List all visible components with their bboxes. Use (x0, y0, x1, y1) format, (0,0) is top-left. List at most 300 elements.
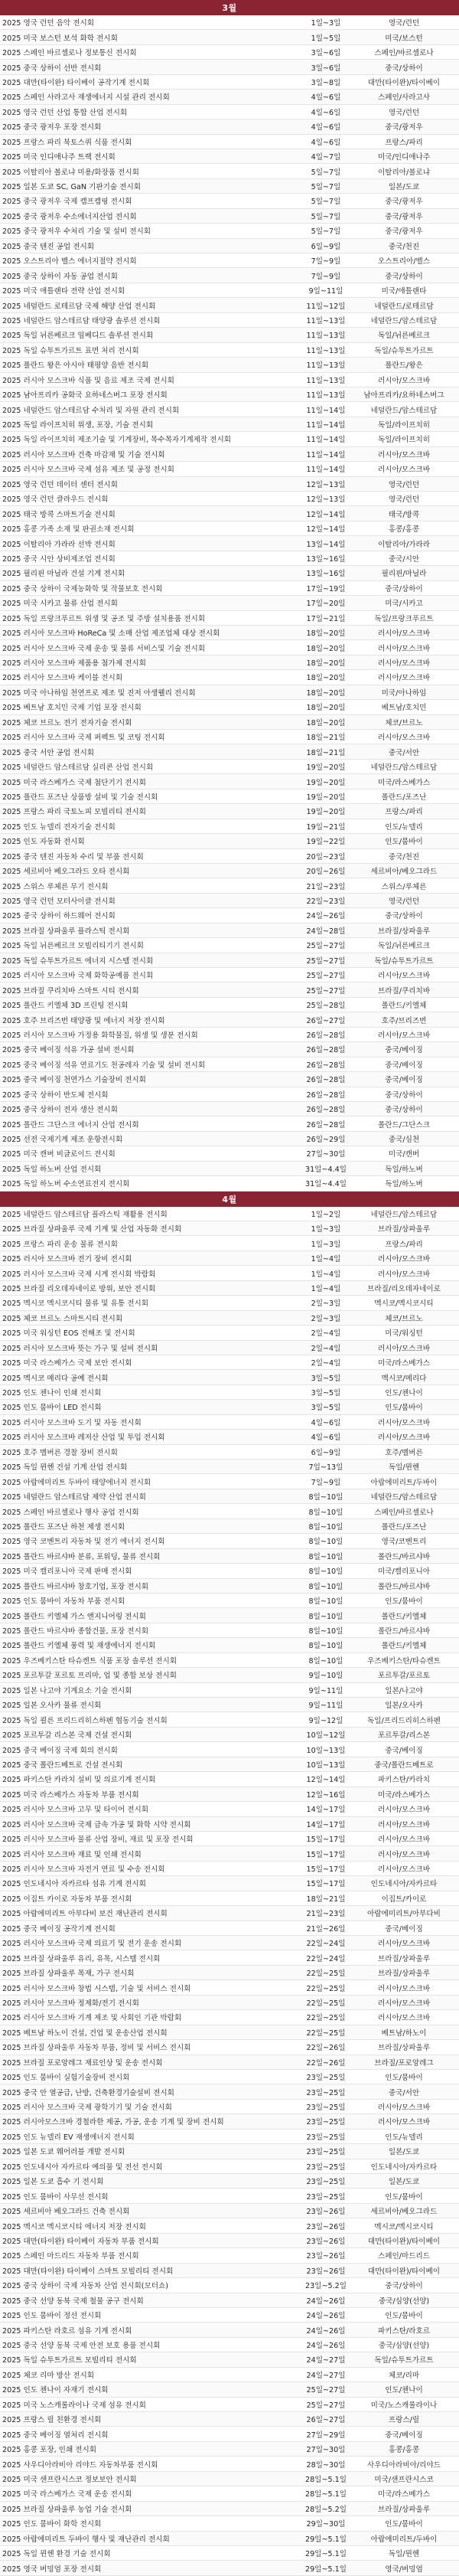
exhibition-row (0, 1817, 459, 1832)
exhibition-row (0, 2040, 459, 2055)
exhibition-location: 프랑스/파리 (385, 1240, 423, 1249)
exhibition-name: 2025 일본 도쿄 흡수 기 전시회 (2, 2178, 104, 2187)
exhibition-row (0, 60, 459, 74)
exhibition-location: 중국/심양(선양) (378, 2342, 430, 2351)
exhibition-location: 중국/상하이 (385, 1106, 423, 1115)
exhibition-dates: 26일~28일 (306, 1046, 346, 1055)
exhibition-name: 2025 중국 시안 상비제조업 전시회 (2, 554, 116, 564)
exhibition-dates: 19일~20일 (306, 808, 346, 817)
exhibition-dates: 19일~20일 (306, 763, 346, 773)
exhibition-name: 2025 태국 방콕 스마트기술 전시회 (2, 510, 116, 519)
exhibition-name: 2025 대만(타이완) 타이베이 스마트 모빌리티 전시회 (2, 2267, 174, 2276)
exhibition-name: 2025 포르투갈 포르토 프리마, 업 및 종합 보상 전시회 (2, 1672, 177, 1681)
exhibition-name: 2025 사우디아라비아 리야드 자동차부품 전시회 (2, 2460, 158, 2470)
exhibition-location: 멕시코/멕시코시티 (374, 2222, 434, 2231)
exhibition-name: 2025 인도네시아 자카르타 예의물 및 전선 전시회 (2, 2162, 163, 2172)
exhibition-location: 러시아/모스크바 (377, 1940, 431, 1949)
exhibition-dates: 1일~2일 (311, 1210, 341, 1219)
exhibition-dates: 6일~9일 (311, 242, 341, 251)
exhibition-location: 브라질/상파울루 (377, 2044, 431, 2053)
exhibition-name: 2025 중국 상하이 전자 생산 전시회 (2, 1106, 118, 1115)
exhibition-row (0, 878, 459, 893)
exhibition-row (0, 1385, 459, 1400)
exhibition-row (0, 1921, 459, 1936)
exhibition-name: 2025 일본 도쿄 웨어러블 개발 전시회 (2, 2148, 125, 2157)
exhibition-dates: 3일~6일 (311, 64, 341, 73)
exhibition-location: 독일/슈투트가르트 (374, 956, 434, 966)
exhibition-location: 대만(타이완)/타이베이 (367, 2267, 441, 2276)
exhibition-row (0, 655, 459, 670)
exhibition-dates: 22일~24일 (306, 1954, 346, 1963)
exhibition-row (0, 1728, 459, 1742)
exhibition-row (0, 2546, 459, 2561)
exhibition-name: 2025 영국 런던 음악 전시회 (2, 19, 95, 28)
exhibition-row (0, 1653, 459, 1668)
exhibition-location: 영국/코벤트리 (381, 1538, 427, 1547)
exhibition-location: 인도/뉴델리 (385, 822, 423, 832)
exhibition-location: 폴란드/바르샤바 (377, 1627, 431, 1636)
exhibition-dates: 15일~17일 (306, 1836, 346, 1845)
exhibition-dates: 10일~12일 (306, 1731, 346, 1741)
exhibition-location: 미국/샌프란시스코 (374, 2475, 434, 2484)
exhibition-dates: 22일~25일 (306, 1999, 346, 2008)
exhibition-location: 브라질/상파울루 (377, 927, 431, 936)
exhibition-name: 2025 일본 도쿄 SC, GaN 기판기술 전시회 (2, 183, 141, 192)
exhibition-location: 중국/폴란드베트로 (374, 1760, 434, 1770)
exhibition-row (0, 1460, 459, 1474)
exhibition-location: 러시아/모스크바 (377, 1984, 431, 1993)
exhibition-location: 러시아/모스크바 (377, 376, 431, 385)
exhibition-dates: 8일~10일 (308, 1582, 343, 1591)
exhibition-location: 호주/브리즈번 (381, 1016, 427, 1025)
exhibition-location: 미국/인디애나주 (377, 153, 431, 162)
exhibition-row (0, 2114, 459, 2129)
exhibition-name: 2025 러시아 모스크바 고무 및 타이어 전시회 (2, 1806, 148, 1815)
exhibition-dates: 8일~10일 (308, 1612, 343, 1621)
exhibition-name: 2025 중국 광저우 수처리 기술 및 설비 전시회 (2, 227, 151, 237)
exhibition-name: 2025 세르비아 베오그라드 건축 전시회 (2, 2208, 130, 2217)
exhibition-row (0, 2502, 459, 2516)
exhibition-name: 2025 우즈베키스탄 타슈켄트 식품 포장 솔루션 전시회 (2, 1656, 177, 1666)
exhibition-name: 2025 러시아 모스크바 국제 섬유 제조 및 공정 전시회 (2, 466, 174, 475)
exhibition-name: 2025 폴란드 키엘체 풍력 및 재생에너지 전시회 (2, 1642, 156, 1651)
exhibition-dates: 8일~10일 (308, 1552, 343, 1561)
exhibition-name: 2025 스위스 루체른 무기 전시회 (2, 882, 109, 891)
exhibition-name: 2025 미국 애틀랜타 전략 산업 전시회 (2, 287, 125, 296)
exhibition-dates: 23일~26일 (306, 2222, 346, 2231)
exhibition-dates: 11일~13일 (306, 391, 346, 400)
exhibition-name: 2025 브라질 상파울루 국제 기계 및 산업 자동화 전시회 (2, 1225, 182, 1234)
exhibition-location: 필리핀/마닐라 (381, 570, 427, 579)
exhibition-dates: 9일~12일 (308, 1716, 343, 1725)
exhibition-location: 미국/라스베가스 (377, 778, 431, 787)
exhibition-name: 2025 독일 뮌헨 건설 기계 산업 전시회 (2, 1463, 128, 1473)
exhibition-dates: 18일~21일 (306, 748, 346, 757)
exhibition-row (0, 566, 459, 580)
exhibition-row (0, 1296, 459, 1310)
exhibition-name: 2025 네덜란드 암스테르담 플라스틱 재활용 전시회 (2, 1210, 168, 1219)
exhibition-location: 이탈리아/볼로냐 (377, 168, 431, 177)
exhibition-location: 독일/하노버 (385, 1165, 423, 1174)
exhibition-location: 인도네시아/자카르타 (370, 1880, 438, 1889)
exhibition-location: 미국/시카고 (385, 600, 423, 609)
exhibition-row (0, 1326, 459, 1340)
exhibition-dates: 31일~4.4일 (304, 1180, 347, 1189)
month-section (0, 0, 459, 1192)
exhibition-dates: 28일~5.1일 (304, 2475, 347, 2484)
exhibition-dates: 18일~20일 (306, 718, 346, 727)
exhibition-row (0, 2532, 459, 2546)
exhibition-row (0, 1072, 459, 1087)
exhibition-name: 2025 중국 광저우 수소에너지산업 전시회 (2, 212, 137, 221)
exhibition-dates: 17일~20일 (306, 600, 346, 609)
exhibition-name: 2025 폴란드 바르샤바 창호기업, 포장 전시회 (2, 1582, 148, 1591)
exhibition-dates: 1일~3일 (311, 1240, 341, 1249)
exhibition-list (0, 1207, 459, 2576)
exhibition-row (0, 670, 459, 685)
exhibition-location: 체코/브르노 (385, 718, 423, 727)
exhibition-row (0, 1787, 459, 1802)
exhibition-name: 2025 폴란드 키엘체 3D 프린팅 전시회 (2, 1002, 129, 1011)
exhibition-dates: 29일~5.1일 (304, 2565, 347, 2574)
exhibition-name: 2025 아랍에미리트 두바이 행사 및 재난관리 전시회 (2, 2535, 170, 2544)
exhibition-dates: 7일~9일 (311, 1478, 341, 1487)
exhibition-row (0, 789, 459, 804)
exhibition-location: 홍콩/홍콩 (388, 2446, 420, 2455)
exhibition-dates: 25일~27일 (306, 986, 346, 995)
exhibition-row (0, 1608, 459, 1623)
exhibition-dates: 24일~27일 (306, 2356, 346, 2365)
exhibition-dates: 31일~4.4일 (304, 1165, 347, 1174)
exhibition-name: 2025 네덜란드 암스테르담 태양광 솔루션 전시회 (2, 316, 161, 325)
exhibition-dates: 1일~4일 (311, 1270, 341, 1279)
exhibition-name: 2025 독일 프랑크푸르트 위생 및 공조 및 주방 설치용품 전시회 (2, 614, 206, 623)
exhibition-row (0, 1504, 459, 1518)
exhibition-location: 독일/뉘른베르크 (377, 942, 431, 951)
exhibition-name: 2025 중국 안 열공급, 난방, 건축환경기술설비 전시회 (2, 2088, 174, 2097)
exhibition-location: 러시아/모스크바 (377, 1255, 431, 1264)
exhibition-name: 2025 스페인 마드리드 자동차 부품 전시회 (2, 2252, 139, 2261)
exhibition-name: 2025 인도 뭄바이 자동차 부품 전시회 (2, 1597, 125, 1607)
exhibition-row (0, 1474, 459, 1489)
exhibition-dates: 2일~4일 (311, 1329, 341, 1339)
exhibition-location: 남아프리카/요하네스버그 (363, 391, 444, 400)
exhibition-dates: 8일~10일 (308, 1642, 343, 1651)
exhibition-dates: 7일~9일 (311, 257, 341, 266)
exhibition-location: 영국/런던 (388, 897, 420, 907)
exhibition-dates: 23일~26일 (306, 2208, 346, 2217)
exhibition-dates: 11일~13일 (306, 346, 346, 355)
exhibition-row (0, 253, 459, 268)
exhibition-name: 2025 세르비아 베오그라드 오타 전시회 (2, 868, 130, 877)
exhibition-row (0, 1638, 459, 1652)
exhibition-name: 2025 호주 멜버른 경찰 장비 전시회 (2, 1448, 118, 1457)
exhibition-location: 독일/프랑크푸르트 (374, 614, 434, 623)
exhibition-name: 2025 러시아 모스크바 창법 시스템, 기술 및 서비스 전시회 (2, 1984, 191, 1993)
exhibition-name: 2025 인도 첸나이 자재기 전시회 (2, 2386, 109, 2395)
exhibition-row (0, 2352, 459, 2367)
exhibition-name: 2025 중국 상하이 하드웨어 전시회 (2, 912, 116, 921)
exhibition-name: 2025 호주 브리즈번 태양광 및 에너지 저장 전시회 (2, 1016, 165, 1025)
exhibition-location: 인도/뉴델리 (385, 2133, 423, 2142)
exhibition-location: 중국/상하이 (385, 1090, 423, 1100)
exhibition-dates: 23일~25일 (306, 2133, 346, 2142)
exhibition-name: 2025 네덜란드 로테르담 국제 해양 산업 전시회 (2, 302, 156, 311)
exhibition-name: 2025 러시아 모스크바 국제 광학기기 및 기술 전시회 (2, 2104, 172, 2113)
exhibition-row (0, 1341, 459, 1355)
exhibition-dates: 26일~28일 (306, 1031, 346, 1040)
exhibition-name: 2025 러시아 모스크바 도기 및 자동 전시회 (2, 1418, 142, 1427)
exhibition-name: 2025 중국 폴란드베트로 건설 전시회 (2, 1760, 123, 1770)
exhibition-row (0, 2025, 459, 2040)
exhibition-row (0, 1012, 459, 1027)
month-header: 3월 (0, 0, 459, 15)
exhibition-name: 2025 브라질 상파울루 유리, 유목, 시스템 전시회 (2, 1954, 161, 1963)
exhibition-location: 일본/나고야 (385, 1686, 423, 1695)
exhibition-dates: 3일~8일 (311, 78, 341, 87)
exhibition-name: 2025 포르투갈 리스본 국제 건설 전시회 (2, 1731, 132, 1741)
exhibition-name: 2025 독일 라이프치히 위생, 포장, 기술 전시회 (2, 421, 154, 430)
exhibition-location: 인도/첸나이 (385, 2386, 423, 2395)
exhibition-location: 미국/라스베가스 (377, 2490, 431, 2499)
exhibition-name: 2025 멕시코 멕시코시티 물류 및 유통 전시회 (2, 1299, 148, 1309)
exhibition-name: 2025 미국 라스베가스 국제 첨단기기 전시회 (2, 778, 146, 787)
exhibition-name: 2025 독일 슈투트가르트 모빌리티 전시회 (2, 2356, 137, 2365)
exhibition-dates: 1일~5일 (311, 34, 341, 43)
exhibition-location: 파키스탄/카라치 (377, 1776, 431, 1785)
exhibition-row (0, 1281, 459, 1296)
exhibition-name: 2025 러시아 모스크바 HoReCa 및 소매 산업 제조업체 대상 전시회 (2, 629, 220, 639)
exhibition-row (0, 492, 459, 506)
exhibition-name: 2025 중국 상하이 자동 공업 전시회 (2, 272, 118, 281)
exhibition-row (0, 1950, 459, 1965)
exhibition-dates: 17일~21일 (306, 614, 346, 623)
exhibition-row (0, 2264, 459, 2278)
exhibition-dates: 11일~12일 (306, 302, 346, 311)
exhibition-name: 2025 독일 라이프치히 제조기술 및 기계장비, 목수목자기계제작 전시회 (2, 436, 232, 445)
exhibition-name: 2025 이집트 카이로 자동차 부품 전시회 (2, 1894, 132, 1904)
exhibition-row (0, 1221, 459, 1236)
exhibition-location: 스페인/바르셀로나 (374, 49, 434, 58)
exhibition-row (0, 1742, 459, 1757)
exhibition-name: 2025 미국 아나하임 천연프로 제조 및 진저 아생웰리 전시회 (2, 688, 196, 698)
exhibition-row (0, 387, 459, 402)
exhibition-name: 2025 러시아 모스크바 전기 장비 전시회 (2, 1255, 132, 1264)
exhibition-dates: 15일~17일 (306, 1850, 346, 1859)
exhibition-location: 스페인/바르셀로나 (374, 1508, 434, 1517)
exhibition-location: 브라질/상파울루 (377, 2505, 431, 2514)
exhibition-location: 미국/보스턴 (385, 34, 423, 43)
exhibition-name: 2025 독일 뉘른베르크 모빌리티기기 전시회 (2, 942, 144, 951)
exhibition-location: 중국/천진 (388, 852, 420, 861)
exhibition-row (0, 90, 459, 104)
exhibition-location: 네덜란드/암스테르담 (370, 1210, 438, 1219)
exhibition-dates: 23일~5.2일 (304, 2282, 347, 2291)
exhibition-location: 네덜란드/암스테르담 (370, 763, 438, 773)
exhibition-name: 2025 영국 런던 클라우드 전시회 (2, 495, 109, 505)
exhibition-row (0, 1251, 459, 1266)
exhibition-name: 2025 프랑스 파리 국토노피 모빌리티 전시회 (2, 808, 146, 817)
exhibition-name: 2025 폴란드 그단스크 에너지 산업 전시회 (2, 1120, 139, 1129)
exhibition-location: 폴란드/바르샤바 (377, 1582, 431, 1591)
exhibition-row (0, 149, 459, 164)
exhibition-name: 2025 러시아 모스크바 국제 의료기 및 전기 운송 전시회 (2, 1940, 182, 1949)
exhibition-location: 사우디아라비아/리야드 (367, 2460, 441, 2470)
exhibition-dates: 5일~7일 (311, 212, 341, 221)
exhibition-row (0, 2144, 459, 2159)
exhibition-row (0, 1102, 459, 1116)
exhibition-row (0, 1266, 459, 1280)
exhibition-dates: 29일~5.1일 (304, 2550, 347, 2559)
exhibition-name: 2025 러시아 모스크바 국제 시계 전시회 박람회 (2, 1270, 156, 1279)
exhibition-location: 미국/아나하임 (381, 688, 427, 698)
exhibition-row (0, 640, 459, 655)
exhibition-dates: 23일~26일 (306, 2237, 346, 2246)
exhibition-row (0, 2561, 459, 2575)
exhibition-name: 2025 중국 베이징 석유 연료기도 천공레자 기술 및 설비 전시회 (2, 1061, 206, 1070)
exhibition-location: 독일/뮌헨 (388, 1463, 420, 1473)
exhibition-location: 러시아/모스크바 (377, 1865, 431, 1875)
exhibition-location: 브라질/포로앙레그 (374, 2058, 434, 2068)
exhibition-dates: 11일~14일 (306, 450, 346, 459)
exhibition-row (0, 45, 459, 60)
exhibition-location: 일본/도쿄 (388, 2148, 420, 2157)
exhibition-location: 세르비아/베오그라드 (370, 868, 438, 877)
exhibition-location: 러시아/모스크바 (377, 629, 431, 639)
exhibition-dates: 4일~6일 (311, 108, 341, 117)
exhibition-name: 2025 폴란드 포즈난 상품방 설비 및 기술 전시회 (2, 793, 158, 802)
exhibition-location: 중국/상하이 (385, 272, 423, 281)
exhibition-row (0, 1445, 459, 1460)
exhibition-dates: 25일~27일 (306, 2401, 346, 2410)
exhibition-location: 독일/뮌헨 (388, 2550, 420, 2559)
exhibition-location: 네덜란드/암스테르담 (370, 316, 438, 325)
exhibition-row (0, 1400, 459, 1414)
exhibition-dates: 7일~13일 (308, 1463, 343, 1473)
exhibition-location: 이집트/카이로 (381, 1894, 427, 1904)
exhibition-location: 독일/라이프치히 (377, 436, 431, 445)
exhibition-location: 폴란드/키엘체 (381, 1612, 427, 1621)
exhibition-location: 러시아/모스크바 (377, 1806, 431, 1815)
exhibition-location: 인도/뭄바이 (385, 838, 423, 847)
exhibition-row (0, 2293, 459, 2308)
exhibition-location: 태국/방콕 (388, 510, 420, 519)
exhibition-location: 대만(타이완)/타이베이 (367, 78, 441, 87)
exhibition-dates: 4일~6일 (311, 1433, 341, 1443)
exhibition-dates: 14일~17일 (306, 1806, 346, 1815)
exhibition-dates: 12일~14일 (306, 525, 346, 534)
exhibition-dates: 3일~6일 (311, 49, 341, 58)
exhibition-location: 중국/상하이 (385, 584, 423, 593)
exhibition-row (0, 417, 459, 432)
exhibition-dates: 11일~13일 (306, 376, 346, 385)
exhibition-row (0, 2084, 459, 2099)
exhibition-name: 2025 영국 런던 데이터 센터 전시회 (2, 480, 118, 489)
exhibition-row (0, 730, 459, 744)
exhibition-name: 2025 네덜란드 암스테르담 수처리 및 자원 관리 전시회 (2, 406, 180, 415)
exhibition-row (0, 477, 459, 492)
exhibition-dates: 5일~7일 (311, 198, 341, 207)
exhibition-row (0, 2174, 459, 2189)
exhibition-location: 폴란드/키엘체 (381, 1002, 427, 1011)
exhibition-name: 2025 인도 뉴델리 전자기술 전시회 (2, 822, 116, 832)
exhibition-name: 2025 중국 상하이 반도체 전시회 (2, 1090, 109, 1100)
exhibition-name: 2025 파키스탄 카라치 설비 및 의료기계 전시회 (2, 1776, 156, 1785)
exhibition-row (0, 239, 459, 253)
exhibition-dates: 2일~3일 (311, 1314, 341, 1323)
exhibition-location: 베트남/하노이 (381, 2028, 427, 2038)
exhibition-dates: 1일~4일 (311, 1284, 341, 1293)
exhibition-location: 미국/워싱턴 (385, 1329, 423, 1339)
exhibition-location: 중국/서안 (388, 2088, 420, 2097)
exhibition-location: 러시아/모스크바 (377, 659, 431, 669)
exhibition-location: 중국/천진 (388, 242, 420, 251)
exhibition-dates: 12일~16일 (306, 1790, 346, 1800)
exhibition-row (0, 1966, 459, 1980)
exhibition-name: 2025 프랑스 파리 북토스쿼 식품 전시회 (2, 138, 132, 147)
exhibition-location: 영국/런던 (388, 480, 420, 489)
exhibition-row (0, 1668, 459, 1682)
exhibition-name: 2025 중국 베이징 열처리 전시회 (2, 2431, 109, 2440)
exhibition-row (0, 998, 459, 1012)
exhibition-name: 2025 체코 리마 방산 전시회 (2, 2371, 95, 2380)
exhibition-dates: 11일~13일 (306, 316, 346, 325)
exhibition-row (0, 15, 459, 30)
exhibition-name: 2025 베트남 호치민 국제 기업 포장 전시회 (2, 704, 142, 713)
exhibition-location: 폴란드/키엘체 (381, 1642, 427, 1651)
exhibition-row (0, 1519, 459, 1534)
exhibition-row (0, 685, 459, 700)
exhibition-dates: 22일~26일 (306, 2058, 346, 2068)
exhibition-row (0, 1058, 459, 1072)
exhibition-name: 2025 미국 워싱턴 EOS 전해조 및 전시회 (2, 1329, 135, 1339)
exhibition-location: 아랍에미리트/두바이 (370, 2535, 438, 2544)
exhibition-row (0, 2218, 459, 2233)
exhibition-name: 2025 러시아 모스크바 가정용 화학물질, 위생 및 생분 전시회 (2, 1031, 198, 1040)
exhibition-row (0, 1355, 459, 1370)
exhibition-name: 2025 중국 상하이 국제농화학 및 작물보호 전시회 (2, 584, 163, 593)
exhibition-location: 중국/심양(선양) (378, 2296, 430, 2306)
exhibition-name: 2025 인도 뭄바이 LED 전시회 (2, 1404, 102, 1413)
exhibition-dates: 4일~6일 (311, 93, 341, 103)
exhibition-name: 2025 일본 오사카 물류 전시회 (2, 1702, 102, 1711)
exhibition-dates: 18일~20일 (306, 704, 346, 713)
exhibition-dates: 18일~21일 (306, 734, 346, 743)
exhibition-location: 프랑스/파리 (385, 808, 423, 817)
exhibition-location: 체코/브르노 (385, 1314, 423, 1323)
exhibition-location: 미국/캘리포니아 (377, 1568, 431, 1577)
exhibition-name: 2025 폴란드 바르샤바 분류, 포워딩, 물류 전시회 (2, 1552, 161, 1561)
exhibition-location: 러시아/모스크바 (377, 674, 431, 683)
exhibition-dates: 19일~20일 (306, 793, 346, 802)
exhibition-location: 프랑스/릴 (388, 2416, 420, 2425)
exhibition-row (0, 834, 459, 848)
exhibition-row (0, 1415, 459, 1430)
exhibition-dates: 2일~4일 (311, 1344, 341, 1353)
exhibition-name: 2025 미국 인디애나주 트랙 전시회 (2, 153, 116, 162)
exhibition-row (0, 1698, 459, 1712)
exhibition-location: 독일/프리드리히스하펜 (367, 1716, 441, 1725)
exhibition-row (0, 2234, 459, 2248)
exhibition-location: 독일/하노버 (385, 1180, 423, 1189)
exhibition-row (0, 268, 459, 283)
exhibition-row (0, 1906, 459, 1921)
exhibition-dates: 11일~14일 (306, 406, 346, 415)
exhibition-row (0, 2516, 459, 2531)
exhibition-dates: 19일~22일 (306, 838, 346, 847)
exhibition-row (0, 283, 459, 298)
exhibition-row (0, 1772, 459, 1787)
